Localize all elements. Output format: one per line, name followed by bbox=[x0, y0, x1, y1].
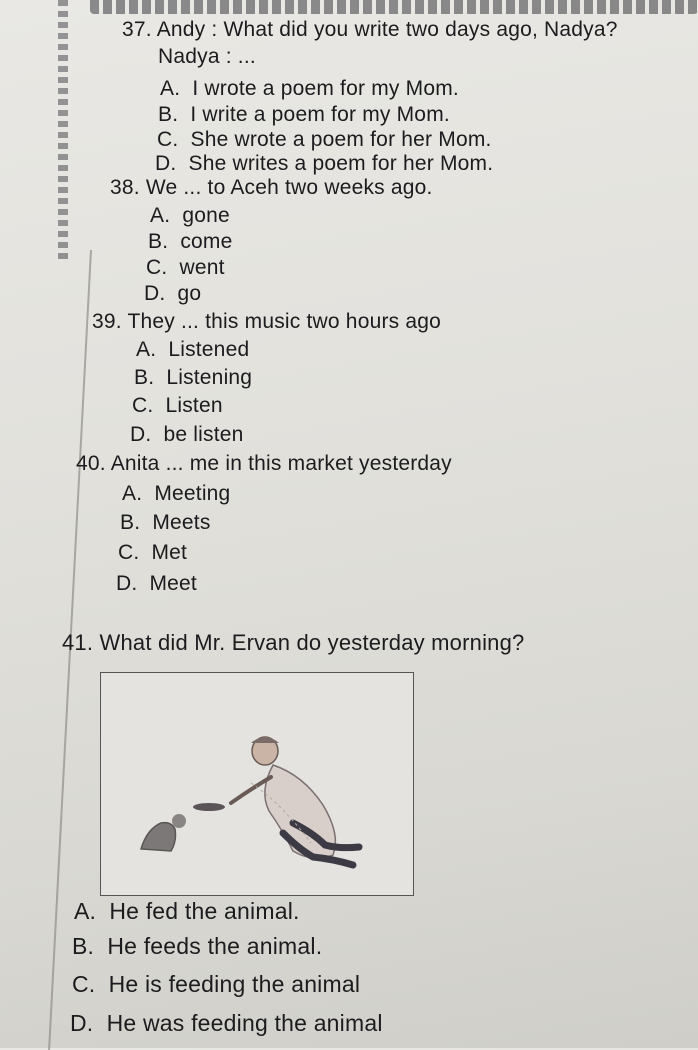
option-text: Meeting bbox=[154, 482, 231, 505]
notebook-spiral-top bbox=[90, 0, 698, 14]
option-letter: C. bbox=[132, 394, 154, 417]
option-letter: B. bbox=[72, 933, 95, 959]
option-letter: B. bbox=[158, 103, 179, 126]
option-37-d[interactable] bbox=[155, 152, 493, 176]
question-40 bbox=[76, 452, 452, 476]
option-40-b[interactable] bbox=[120, 511, 211, 535]
man-feeding-cat-drawing bbox=[101, 673, 413, 895]
option-39-c[interactable] bbox=[132, 394, 223, 418]
option-40-d[interactable] bbox=[116, 572, 197, 596]
question-stem: We ... to Aceh two weeks ago. bbox=[145, 176, 433, 199]
option-38-c[interactable] bbox=[146, 256, 225, 280]
option-text: Listen bbox=[165, 394, 223, 417]
question-number: 37. bbox=[122, 18, 152, 41]
question-stem: Anita ... me in this market yesterday bbox=[110, 452, 452, 475]
option-41-a[interactable] bbox=[74, 898, 300, 925]
question-number: 41. bbox=[62, 630, 94, 655]
option-letter: D. bbox=[144, 282, 166, 305]
option-text: be listen bbox=[163, 423, 244, 446]
option-letter: B. bbox=[148, 230, 169, 253]
option-letter: C. bbox=[146, 256, 168, 279]
option-40-a[interactable] bbox=[122, 482, 230, 506]
option-letter: D. bbox=[70, 1010, 94, 1036]
question-39 bbox=[92, 310, 441, 334]
option-letter: B. bbox=[134, 366, 155, 389]
option-letter: A. bbox=[74, 898, 97, 924]
question-37-stem-line2: Nadya : ... bbox=[158, 45, 256, 68]
option-40-c[interactable] bbox=[118, 541, 187, 565]
option-text: Meets bbox=[152, 511, 211, 534]
cat-body bbox=[141, 823, 176, 851]
cat-head bbox=[172, 814, 186, 828]
option-text: come bbox=[180, 230, 233, 253]
option-38-a[interactable] bbox=[150, 204, 230, 228]
option-letter: D. bbox=[155, 152, 177, 175]
question-stem: Andy : What did you write two days ago, Nadya? bbox=[156, 18, 618, 41]
option-letter: A. bbox=[122, 482, 143, 505]
option-text: She wrote a poem for her Mom. bbox=[190, 128, 492, 151]
question-stem: They ... this music two hours ago bbox=[127, 310, 442, 333]
option-letter: C. bbox=[118, 541, 140, 564]
option-text: He is feeding the animal bbox=[108, 971, 361, 997]
option-text: Met bbox=[151, 541, 188, 564]
question-number: 39. bbox=[92, 310, 122, 333]
option-letter: A. bbox=[150, 204, 171, 227]
option-38-d[interactable] bbox=[144, 282, 201, 306]
notebook-spiral-left bbox=[58, 0, 68, 260]
option-letter: B. bbox=[120, 511, 141, 534]
question-stem: What did Mr. Ervan do yesterday morning? bbox=[99, 630, 525, 655]
option-letter: C. bbox=[157, 128, 179, 151]
question-number: 40. bbox=[76, 452, 106, 475]
option-39-a[interactable] bbox=[136, 338, 249, 362]
option-text: I write a poem for my Mom. bbox=[190, 103, 450, 126]
option-text: He was feeding the animal bbox=[106, 1010, 383, 1036]
question-37 bbox=[122, 18, 618, 42]
option-37-b[interactable] bbox=[158, 103, 450, 127]
option-letter: C. bbox=[72, 971, 96, 997]
option-37-a[interactable] bbox=[160, 77, 459, 101]
option-text: Listened bbox=[168, 338, 250, 361]
option-39-b[interactable] bbox=[134, 366, 252, 390]
option-text: She writes a poem for her Mom. bbox=[188, 152, 494, 175]
option-text: went bbox=[179, 256, 225, 279]
option-text: I wrote a poem for my Mom. bbox=[192, 77, 459, 100]
question-41 bbox=[62, 630, 524, 656]
option-38-b[interactable] bbox=[148, 230, 232, 254]
option-letter: D. bbox=[130, 423, 152, 446]
option-letter: D. bbox=[116, 572, 138, 595]
option-text: Listening bbox=[166, 366, 253, 389]
option-text: gone bbox=[182, 204, 230, 227]
option-text: He fed the animal. bbox=[109, 898, 300, 924]
food-bowl bbox=[193, 803, 225, 811]
option-text: go bbox=[177, 282, 202, 305]
option-39-d[interactable] bbox=[130, 423, 244, 447]
option-letter: A. bbox=[160, 77, 181, 100]
question-number: 38. bbox=[110, 176, 140, 199]
option-text: Meet bbox=[149, 572, 197, 595]
man-hair bbox=[251, 737, 279, 743]
option-41-d[interactable] bbox=[70, 1010, 383, 1037]
option-41-b[interactable] bbox=[72, 933, 322, 960]
question-38 bbox=[110, 176, 433, 200]
illustration-man-feeding-cat bbox=[100, 672, 414, 896]
option-letter: A. bbox=[136, 338, 157, 361]
option-text: He feeds the animal. bbox=[107, 933, 323, 959]
option-37-c[interactable] bbox=[157, 128, 492, 152]
option-41-c[interactable] bbox=[72, 971, 360, 998]
